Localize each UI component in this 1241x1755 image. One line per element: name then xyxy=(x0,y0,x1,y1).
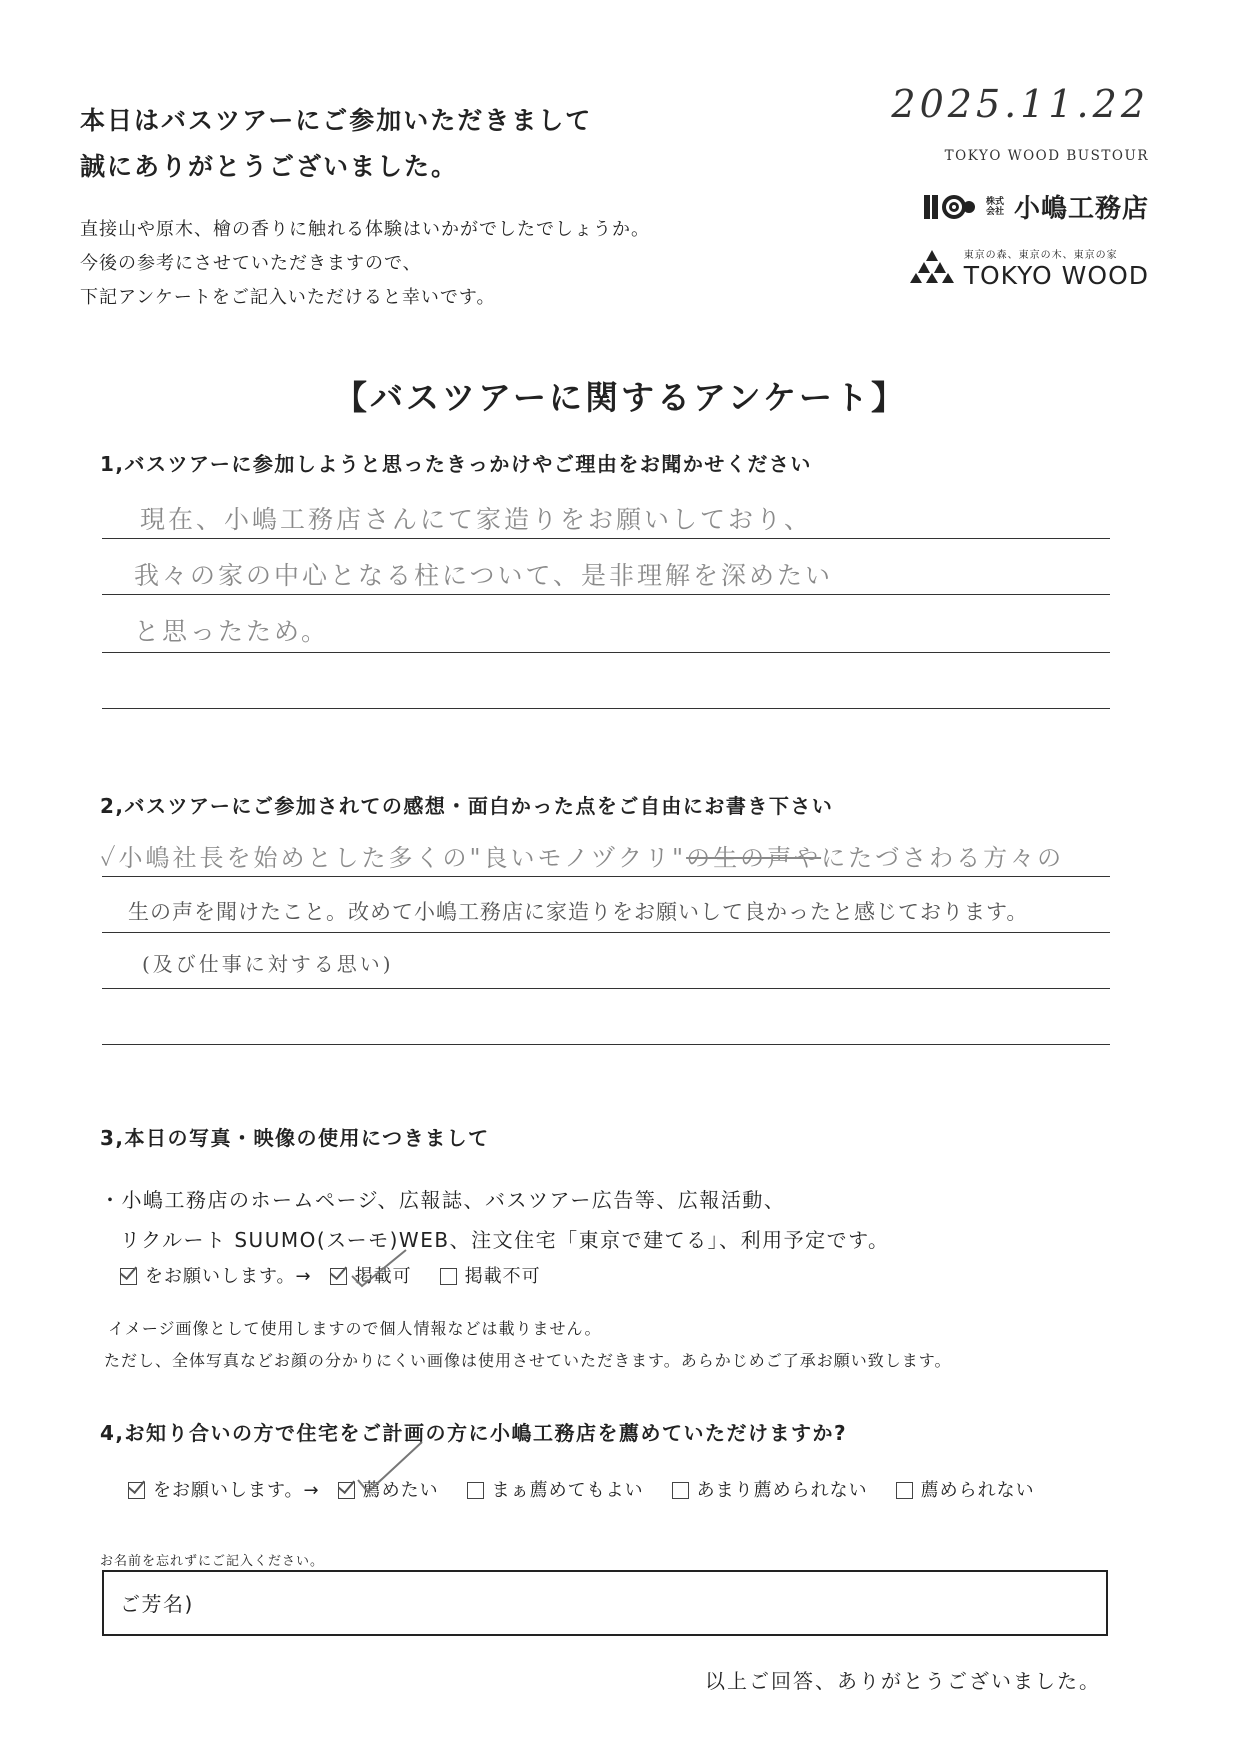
company-logo xyxy=(924,188,1149,225)
checkbox[interactable] xyxy=(440,1268,457,1285)
handwritten-check-icon xyxy=(356,1440,426,1495)
signature-note: お名前を忘れずにご記入ください。 xyxy=(100,1554,325,1569)
checkbox[interactable] xyxy=(467,1482,484,1499)
note-line: ただし、全体写真などお顔の分かりにくい画像は使用させていただきます。あらかじめご了承お願い致します。 xyxy=(104,1351,952,1370)
answer-rule xyxy=(102,652,1110,653)
intro-line: 直接山や原木、檜の香りに触れる体験はいかがでしたでしょうか。 xyxy=(80,219,650,240)
option-somewhat-recommend[interactable] xyxy=(467,1476,644,1502)
option-hardly-recommend[interactable] xyxy=(672,1476,868,1502)
note-line: イメージ画像として使用しますので個人情報などは載りません。 xyxy=(108,1319,602,1338)
tour-name: TOKYO WOOD BUSTOUR xyxy=(944,148,1149,164)
option-publish-ng[interactable] xyxy=(440,1262,541,1288)
question-2-label: 2,バスツアーにご参加されての感想・面白かった点をご自由にお書き下さい xyxy=(100,794,834,818)
closing-message: 以上ご回答、ありがとうございました。 xyxy=(705,1669,1101,1693)
intro-text xyxy=(80,213,650,315)
q2-answer-line: (及び仕事に対する思い) xyxy=(142,952,394,976)
triangle-trees-logo-icon xyxy=(910,248,954,288)
tour-date: 2025.11.22 xyxy=(891,82,1149,126)
request-label: をお願いします。→ xyxy=(153,1480,320,1501)
answer-rule xyxy=(102,876,1110,877)
tokyo-wood-logo xyxy=(910,246,1149,290)
q1-answer-line: と思ったため。 xyxy=(134,617,330,646)
q2-answer-line xyxy=(100,838,1064,873)
signature-label: ご芳名) xyxy=(120,1592,194,1616)
answer-rule xyxy=(102,932,1110,933)
example-checkbox xyxy=(128,1482,145,1499)
question-4-label: 4,お知り合いの方で住宅をご計画の方に小嶋工務店を薦めていただけますか? xyxy=(100,1421,848,1445)
q4-options-row xyxy=(128,1476,1063,1502)
tokyo-wood-brand: TOKYO WOOD xyxy=(963,261,1149,290)
greeting-line: 本日はバスツアーにご参加いただきまして xyxy=(80,106,593,135)
option-label: 薦めたい xyxy=(362,1480,439,1501)
option-label: あまり薦められない xyxy=(696,1480,868,1501)
intro-line: 今後の参考にさせていただきますので、 xyxy=(80,253,422,274)
answer-rule xyxy=(102,538,1110,539)
checkbox[interactable] xyxy=(330,1268,347,1285)
privacy-note xyxy=(104,1313,952,1377)
option-label: 掲載不可 xyxy=(464,1266,541,1287)
usage-line: ・小嶋工務店のホームページ、広報誌、バスツアー広告等、広報活動、 xyxy=(100,1188,786,1212)
checkbox[interactable] xyxy=(896,1482,913,1499)
intro-line: 下記アンケートをご記入いただけると幸いです。 xyxy=(80,287,496,308)
company-name: 小嶋工務店 xyxy=(1013,194,1149,224)
signature-box[interactable] xyxy=(102,1570,1108,1636)
q2-answer-part: ✓小嶋社長を始めとした多くの"良いモノヅクリ" xyxy=(100,844,687,872)
example-checkbox xyxy=(120,1268,137,1285)
company-type: 株式会社 xyxy=(985,196,1004,217)
checkbox[interactable] xyxy=(672,1482,689,1499)
survey-title: 【バスツアーに関するアンケート】 xyxy=(333,378,908,417)
request-label: をお願いします。→ xyxy=(145,1266,312,1287)
usage-description xyxy=(100,1180,889,1260)
answer-rule xyxy=(102,594,1110,595)
question-3-label: 3,本日の写真・映像の使用につきまして xyxy=(100,1126,490,1150)
tokyo-wood-tagline: 東京の森、東京の木、東京の家 xyxy=(963,250,1118,261)
q1-answer-line: 我々の家の中心となる柱について、是非理解を深めたい xyxy=(134,561,834,590)
greeting xyxy=(80,98,592,190)
greeting-line: 誠にありがとうございました。 xyxy=(80,152,459,181)
tree-rings-logo-icon xyxy=(924,194,976,220)
q2-answer-part: にたづさわる方々の xyxy=(821,844,1065,872)
usage-line: リクルート SUUMO(スーモ)WEB、注文住宅「東京で建てる」、利用予定です。 xyxy=(120,1228,890,1252)
question-1-label: 1,バスツアーに参加しようと思ったきっかけやご理由をお聞かせください xyxy=(100,452,812,476)
option-label: 薦められない xyxy=(920,1480,1035,1501)
option-label: 掲載可 xyxy=(354,1266,412,1287)
q3-options-row xyxy=(120,1262,569,1288)
answer-rule xyxy=(102,988,1110,989)
option-not-recommend[interactable] xyxy=(896,1476,1035,1502)
q2-answer-line: 生の声を聞けたこと。改めて小嶋工務店に家造りをお願いして良かったと感じております。 xyxy=(128,900,1029,924)
answer-rule xyxy=(102,708,1110,709)
option-label: まぁ薦めてもよい xyxy=(491,1480,644,1501)
q2-answer-struck: の生の声や xyxy=(686,844,822,872)
checkbox[interactable] xyxy=(338,1482,355,1499)
handwritten-check-icon xyxy=(350,1248,410,1288)
answer-rule xyxy=(102,1044,1110,1045)
q1-answer-line: 現在、小嶋工務店さんにて家造りをお願いしており、 xyxy=(140,505,813,534)
